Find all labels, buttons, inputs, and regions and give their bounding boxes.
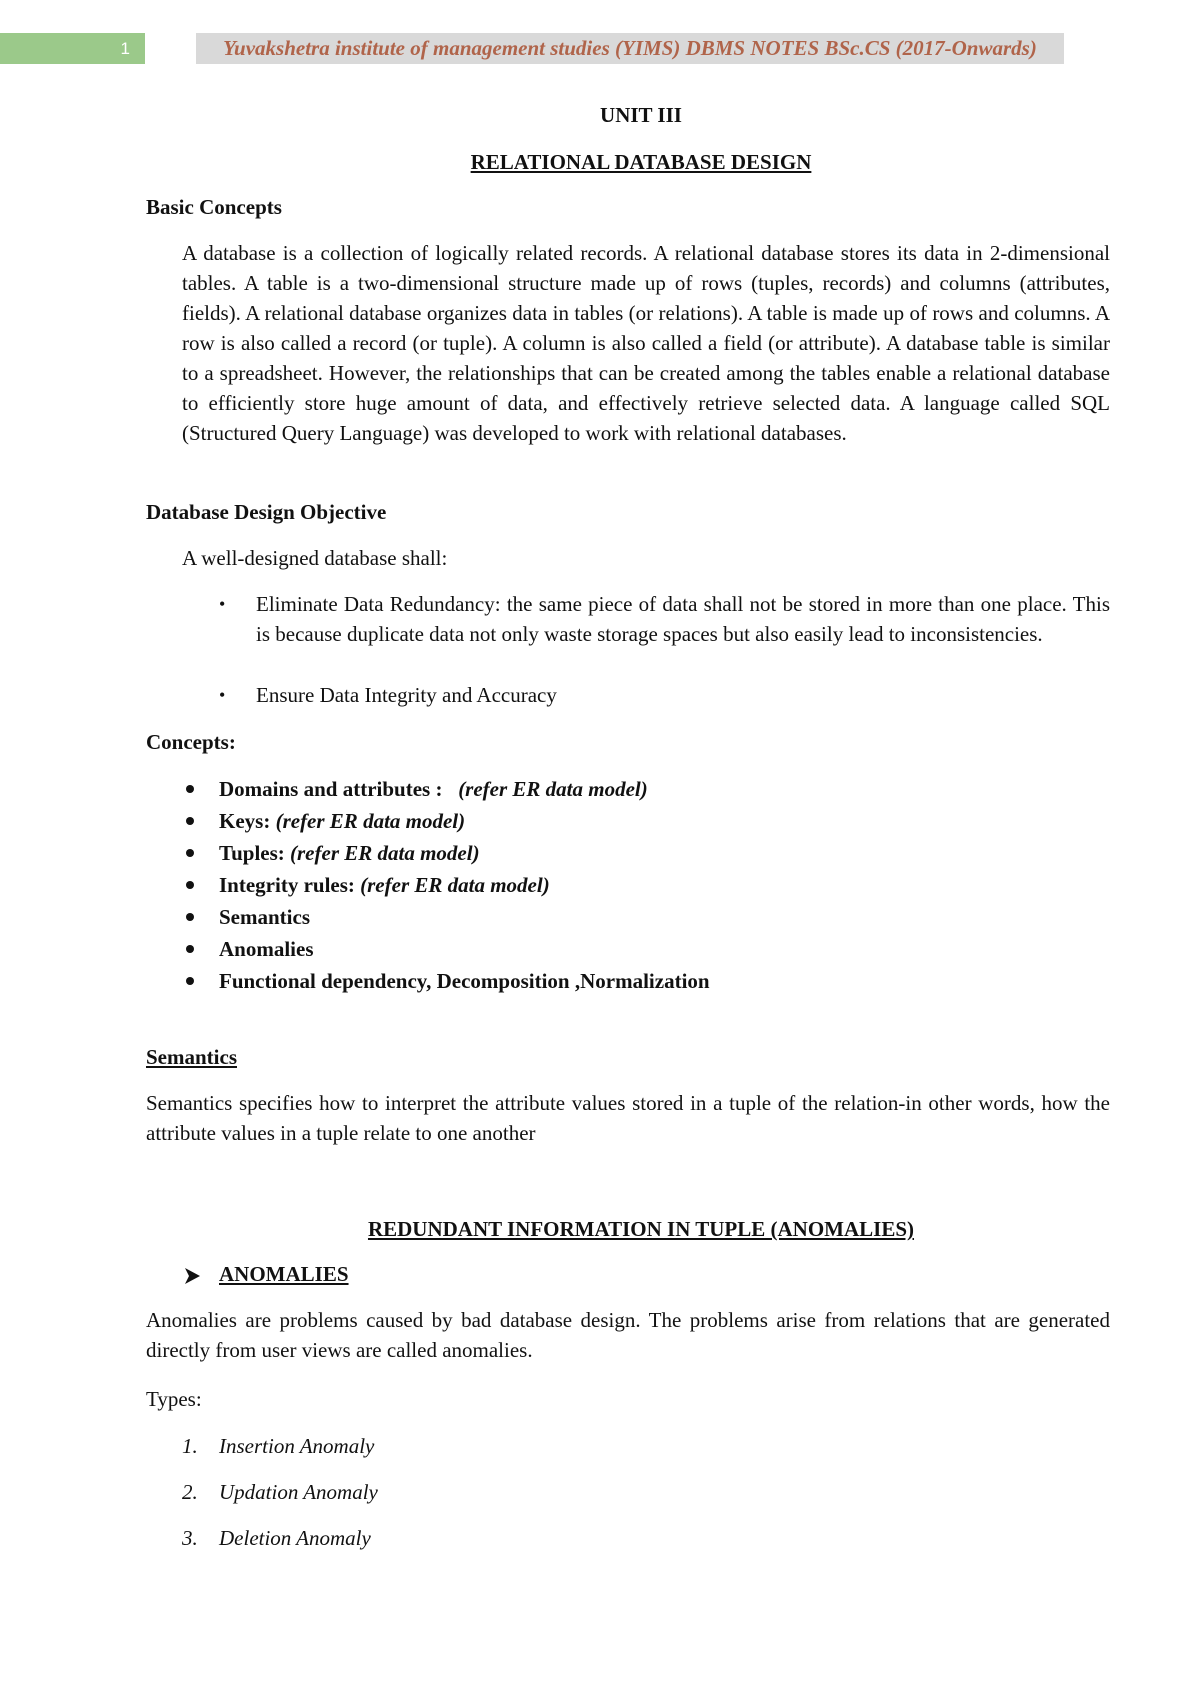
concept-item <box>219 870 550 900</box>
concept-note: (refer ER data model) <box>275 809 466 833</box>
concept-label: Integrity rules: <box>219 873 355 897</box>
concept-note: (refer ER data model) <box>290 841 480 865</box>
concept-item <box>219 774 648 804</box>
design-objective-heading: Database Design Objective <box>146 500 387 524</box>
concept-label: Domains and attributes : <box>219 777 443 801</box>
concept-item: Semantics <box>219 905 310 929</box>
design-objective-intro: A well-designed database shall: <box>182 546 448 570</box>
anomalies-paragraph: Anomalies are problems caused by bad database design. The problems arise from relations that are generated directly from user views are called anomalies. <box>146 1308 1110 1362</box>
section-title: RELATIONAL DATABASE DESIGN <box>470 150 812 174</box>
concept-item <box>219 806 465 836</box>
anomalies-subheading: ANOMALIES <box>219 1262 349 1286</box>
basic-concepts-heading: Basic Concepts <box>146 195 282 219</box>
concept-label: Tuples: <box>219 841 285 865</box>
arrow-bullet-icon <box>184 1261 202 1291</box>
basic-concepts-paragraph: A database is a collection of logically related records. A relational database stores its data in 2-dimensional tables. A table is a two-dimensional structure made up of rows (tuples, records) and columns (attributes, fields). A relational database organizes data in tables (or relations). A table is made up of rows and columns. A row is also called a record (or tuple). A column is also called a field (or attribute). A database table is similar to a spreadsheet. However, the relationships that can be created among the tables enable a relational database to efficiently store huge amount of data, and effectively retrieve selected data. A language called SQL (Structured Query Language) was developed to work with relational databases. <box>182 241 1110 445</box>
concept-label: Keys: <box>219 809 271 833</box>
type-item: Insertion Anomaly <box>219 1434 375 1458</box>
type-item: Updation Anomaly <box>219 1480 378 1504</box>
bullet-icon: • <box>219 685 226 705</box>
bullet-icon <box>186 849 194 857</box>
concept-note: (refer ER data model) <box>458 777 648 801</box>
page-number: 1 <box>120 39 130 58</box>
bullet-icon: • <box>219 594 226 614</box>
type-number: 2. <box>182 1480 198 1504</box>
types-label: Types: <box>146 1387 202 1411</box>
type-number: 1. <box>182 1434 198 1458</box>
type-number: 3. <box>182 1526 198 1550</box>
bullet-icon <box>186 817 194 825</box>
type-item: Deletion Anomaly <box>219 1526 371 1550</box>
bullet-icon <box>186 945 194 953</box>
concepts-heading: Concepts: <box>146 730 236 754</box>
design-objective-item: Ensure Data Integrity and Accuracy <box>256 683 557 707</box>
semantics-heading: Semantics <box>146 1045 237 1069</box>
concept-item <box>219 838 480 868</box>
bullet-icon <box>186 785 194 793</box>
design-objective-item: Eliminate Data Redundancy: the same piece of data shall not be stored in more than one place. This is because duplicate data not only waste storage spaces but also easily lead to inconsistencies. <box>256 592 1110 646</box>
concept-item: Anomalies <box>219 937 314 961</box>
anomalies-section-title: REDUNDANT INFORMATION IN TUPLE (ANOMALIES) <box>367 1217 915 1241</box>
unit-title: UNIT III <box>600 103 682 127</box>
concept-note: (refer ER data model) <box>360 873 550 897</box>
running-header: Yuvakshetra institute of management studies (YIMS) DBMS NOTES BSc.CS (2017-Onwards) <box>196 33 1064 64</box>
concept-item: Functional dependency, Decomposition ,Normalization <box>219 969 710 993</box>
bullet-icon <box>186 913 194 921</box>
bullet-icon <box>186 977 194 985</box>
bullet-icon <box>186 881 194 889</box>
semantics-paragraph: Semantics specifies how to interpret the attribute values stored in a tuple of the relation-in other words, how the attribute values in a tuple relate to one another <box>146 1091 1110 1145</box>
